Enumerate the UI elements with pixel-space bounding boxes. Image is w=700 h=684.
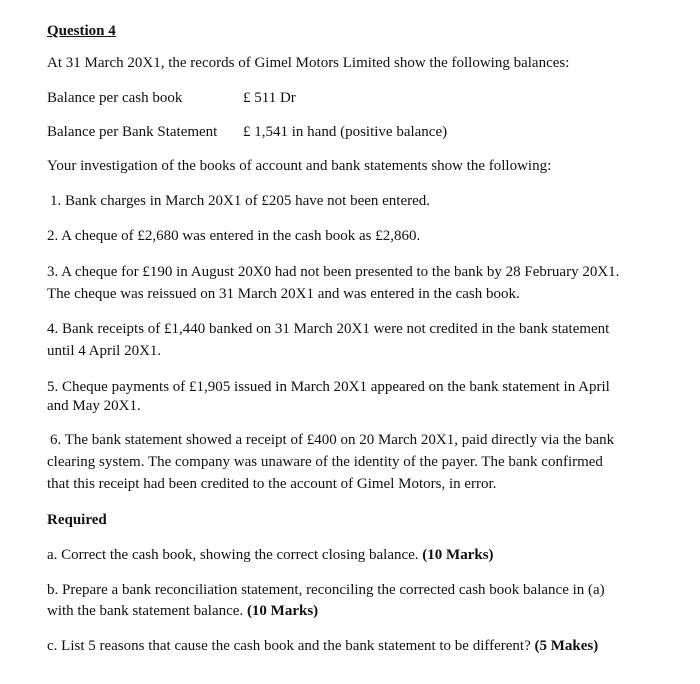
- required-text: c. List 5 reasons that cause the cash book and the bank statement to be different?: [47, 638, 531, 654]
- list-item: 5. Cheque payments of £1,905 issued in March 20X1 appeared on the bank statement in April: [47, 379, 610, 395]
- list-item: 6. The bank statement showed a receipt of £400 on 20 March 20X1, paid directly via the bank: [50, 432, 615, 448]
- balance-value: £ 511 Dr: [243, 90, 296, 106]
- marks: (10 Marks): [422, 547, 494, 563]
- list-item: 3. A cheque for £190 in August 20X0 had not been presented to the bank by 28 February 20X1.: [47, 264, 620, 280]
- list-item: 2. A cheque of £2,680 was entered in the cash book as £2,860.: [47, 228, 421, 244]
- required-item-b: b. Prepare a bank reconciliation statement, reconciling the corrected cash book balance in (a): [47, 582, 605, 598]
- list-item-continuation: until 4 April 20X1.: [47, 343, 162, 359]
- question-title: Question 4: [47, 23, 116, 39]
- marks: (10 Marks): [246, 603, 319, 619]
- balance-value: £ 1,541 in hand (positive balance): [243, 124, 448, 140]
- bank-statement-balance-row: [47, 123, 447, 141]
- list-item: 1. Bank charges in March 20X1 of £205 have not been entered.: [50, 193, 431, 209]
- required-item-c: [47, 637, 598, 655]
- list-item-continuation: and May 20X1.: [47, 398, 141, 414]
- list-item: 4. Bank receipts of £1,440 banked on 31 March 20X1 were not credited in the bank statement: [47, 321, 610, 337]
- balance-label: Balance per cash book: [47, 90, 183, 106]
- required-heading: Required: [47, 512, 107, 528]
- investigation-intro: Your investigation of the books of account and bank statements show the following:: [47, 158, 552, 174]
- required-text: a. Correct the cash book, showing the correct closing balance.: [47, 547, 419, 563]
- list-item-continuation: that this receipt had been credited to the account of Gimel Motors, in error.: [47, 476, 497, 492]
- list-item-continuation: clearing system. The company was unaware of the identity of the payer. The bank confirmed: [47, 454, 603, 470]
- required-text: with the bank statement balance.: [47, 603, 244, 619]
- required-item-b-continuation: [47, 602, 318, 620]
- intro-text: At 31 March 20X1, the records of Gimel Motors Limited show the following balances:: [47, 55, 570, 71]
- balance-label: Balance per Bank Statement: [47, 124, 218, 140]
- required-item-a: [47, 546, 494, 564]
- list-item-continuation: The cheque was reissued on 31 March 20X1 and was entered in the cash book.: [47, 286, 520, 302]
- marks: (5 Makes): [534, 638, 599, 654]
- cash-book-balance-row: [47, 89, 296, 107]
